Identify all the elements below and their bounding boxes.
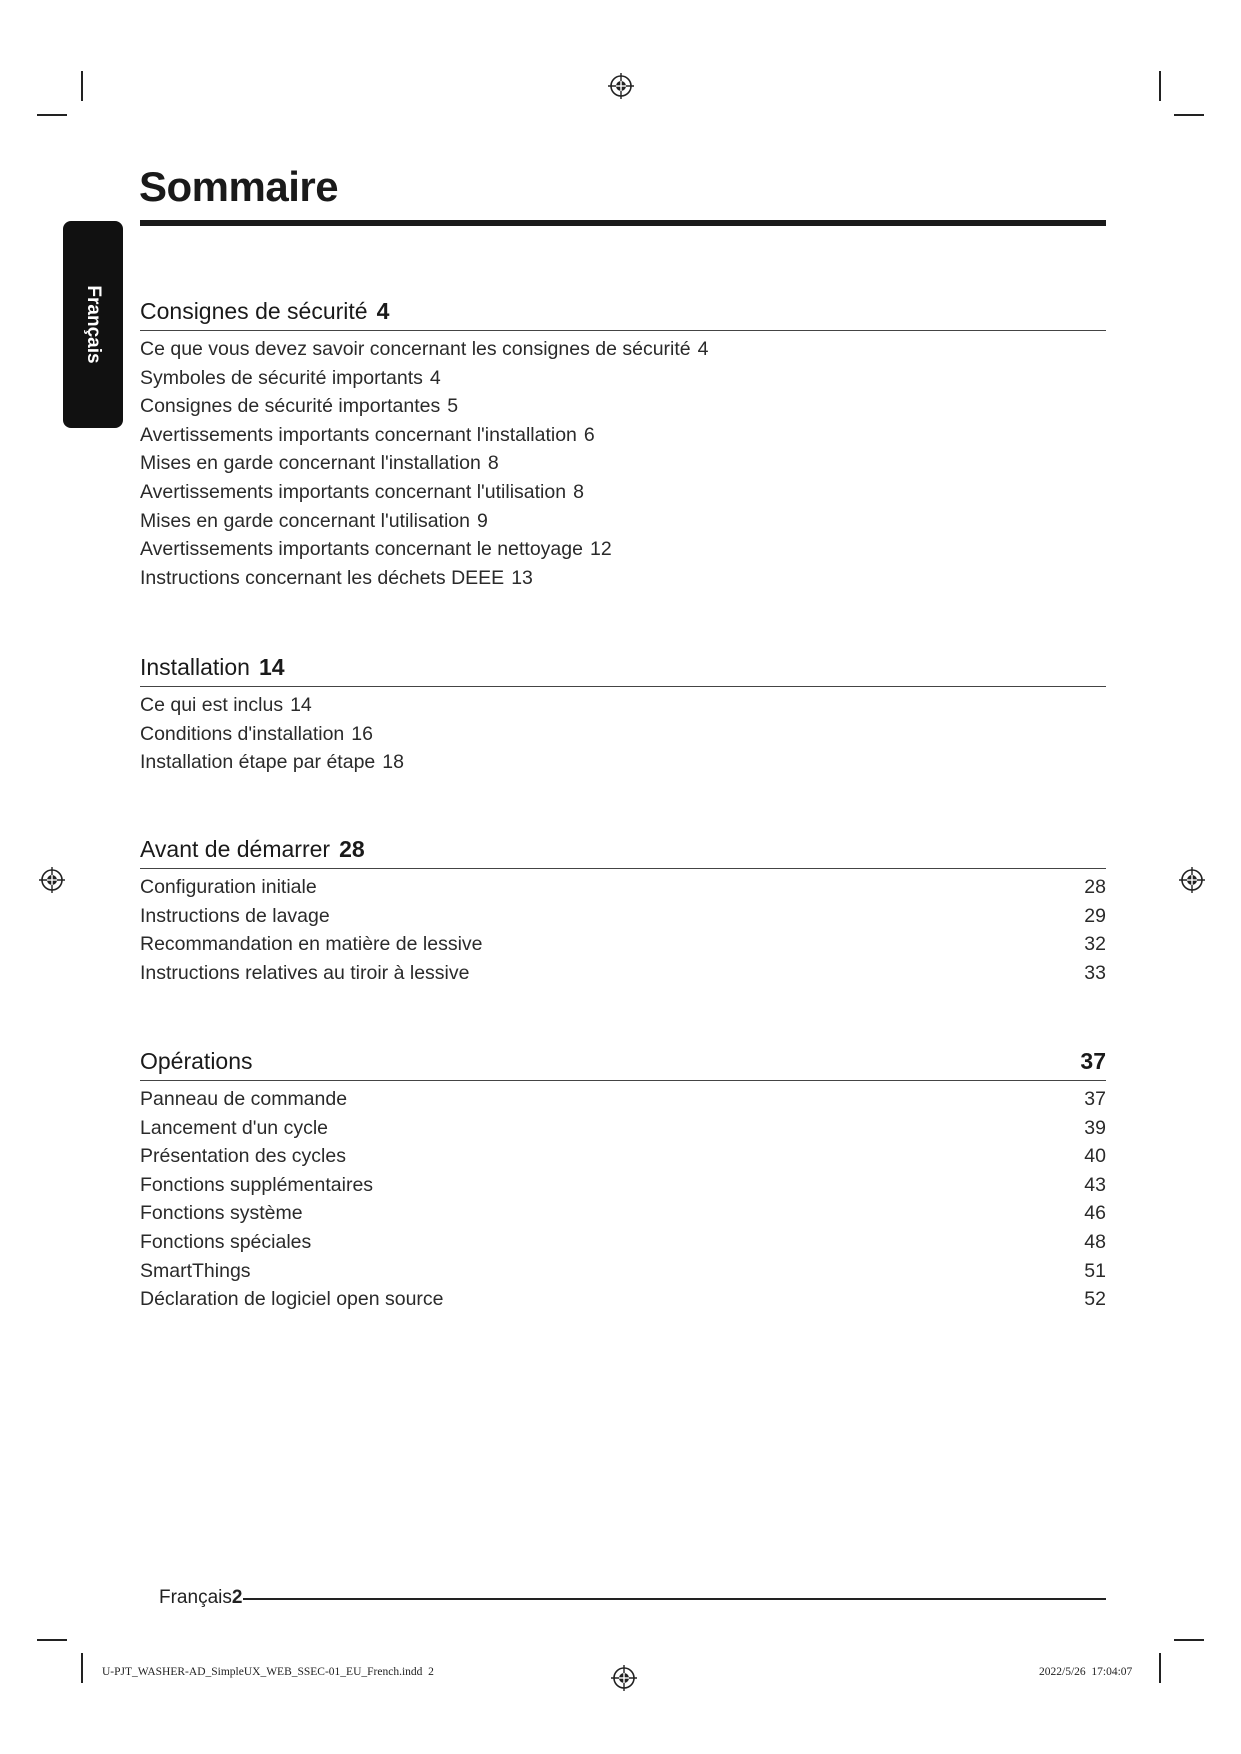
toc-entry-page: 52 bbox=[1084, 1288, 1106, 1311]
print-slug-date bbox=[1039, 1666, 1132, 1678]
page-title: Sommaire bbox=[139, 163, 339, 210]
toc-entry[interactable] bbox=[140, 535, 1106, 564]
toc-section bbox=[140, 831, 1106, 987]
crop-mark-top-right-h bbox=[1174, 114, 1204, 116]
crop-mark-bottom-left-h bbox=[37, 1639, 67, 1641]
toc-entry[interactable] bbox=[140, 959, 1106, 988]
title-rule bbox=[140, 220, 1106, 226]
toc-entry[interactable] bbox=[140, 364, 1106, 393]
toc-entry-page: 4 bbox=[429, 366, 441, 389]
toc-entry-page: 29 bbox=[1084, 904, 1106, 927]
toc-entry[interactable] bbox=[140, 1171, 1106, 1200]
toc-entry[interactable] bbox=[140, 748, 1106, 777]
toc-entry[interactable] bbox=[140, 1228, 1106, 1257]
crop-mark-top-left-h bbox=[37, 114, 67, 116]
toc-entry-page: 5 bbox=[447, 395, 459, 418]
toc-section-heading[interactable] bbox=[140, 649, 1106, 687]
toc-entry[interactable] bbox=[140, 1114, 1106, 1143]
toc-entry[interactable] bbox=[140, 564, 1106, 593]
toc-entry-page: 32 bbox=[1084, 933, 1106, 956]
toc-entry-page: 8 bbox=[487, 452, 499, 475]
toc-entry-label: Lancement d'un cycle bbox=[140, 1116, 329, 1139]
toc-entry-label: Recommandation en matière de lessive bbox=[140, 933, 483, 956]
toc-entry-page: 16 bbox=[351, 722, 373, 745]
toc-entry-page: 9 bbox=[477, 509, 488, 532]
slug-file-page: 2 bbox=[428, 1666, 434, 1678]
toc-section bbox=[140, 1043, 1106, 1314]
toc-entry-label: Instructions de lavage bbox=[140, 904, 330, 927]
toc-entry-label: Présentation des cycles bbox=[140, 1145, 346, 1168]
toc-entry-page: 43 bbox=[1084, 1173, 1106, 1196]
toc-entry-label: Mises en garde concernant l'installation bbox=[140, 452, 481, 475]
crop-mark-bottom-right-h bbox=[1174, 1639, 1204, 1641]
toc-entry[interactable] bbox=[140, 691, 1106, 720]
toc-entry-label: Déclaration de logiciel open source bbox=[140, 1288, 444, 1311]
crop-mark-bottom-right-v bbox=[1159, 1653, 1161, 1683]
crop-mark-bottom-left-v bbox=[81, 1653, 83, 1683]
toc-entry-page: 37 bbox=[1084, 1088, 1106, 1110]
toc-entry[interactable] bbox=[140, 449, 1106, 478]
toc-entry[interactable] bbox=[140, 1142, 1106, 1171]
toc-entry-label: SmartThings bbox=[140, 1259, 251, 1282]
toc-section-heading[interactable] bbox=[140, 831, 1106, 869]
toc-entry-label: Avertissements importants concernant le nettoyage bbox=[140, 538, 583, 561]
toc-entry-page: 40 bbox=[1084, 1145, 1106, 1168]
toc-entry[interactable] bbox=[140, 1257, 1106, 1286]
toc-entry-label: Ce qui est inclus bbox=[140, 694, 284, 716]
toc-entry[interactable] bbox=[140, 873, 1106, 902]
toc-entry-label: Mises en garde concernant l'utilisation bbox=[140, 509, 470, 532]
toc-entry-page: 46 bbox=[1084, 1202, 1106, 1225]
toc-section bbox=[140, 293, 1106, 592]
toc-entry[interactable] bbox=[140, 1199, 1106, 1228]
crop-mark-top-left-v bbox=[81, 71, 83, 101]
toc-entry-page: 12 bbox=[589, 538, 612, 561]
toc-entry[interactable] bbox=[140, 1085, 1106, 1114]
toc-entry-label: Fonctions système bbox=[140, 1202, 303, 1225]
toc-entry-page: 4 bbox=[697, 338, 709, 360]
toc-entry-label: Fonctions supplémentaires bbox=[140, 1173, 374, 1196]
toc-entry-page: 39 bbox=[1084, 1116, 1106, 1139]
toc-entry-label: Instructions relatives au tiroir à lessive bbox=[140, 961, 470, 984]
section-page: 37 bbox=[1080, 1048, 1106, 1074]
registration-mark-right-icon bbox=[1179, 867, 1205, 893]
toc-entry[interactable] bbox=[140, 335, 1106, 364]
toc-entry-label: Fonctions spéciales bbox=[140, 1230, 312, 1253]
toc-section bbox=[140, 649, 1106, 777]
registration-mark-bottom-icon bbox=[611, 1665, 637, 1691]
section-page: 14 bbox=[258, 654, 285, 680]
footer-rule bbox=[243, 1598, 1106, 1600]
toc-entry-page: 8 bbox=[573, 480, 584, 503]
section-page: 4 bbox=[376, 298, 390, 324]
toc-entry-label: Installation étape par étape bbox=[140, 751, 376, 774]
toc-entry[interactable] bbox=[140, 720, 1106, 749]
toc-entry-page: 51 bbox=[1084, 1259, 1106, 1282]
toc-entry[interactable] bbox=[140, 930, 1106, 959]
language-side-tab bbox=[63, 221, 123, 428]
slug-time: 17:04:07 bbox=[1091, 1666, 1133, 1678]
section-title: Installation bbox=[140, 654, 250, 680]
footer-language: Français bbox=[159, 1587, 232, 1608]
toc-entry[interactable] bbox=[140, 392, 1106, 421]
toc-entry-page: 18 bbox=[382, 751, 404, 774]
toc-entry[interactable] bbox=[140, 421, 1106, 450]
toc-entry-label: Instructions concernant les déchets DEEE bbox=[140, 566, 505, 589]
toc-entry-label: Configuration initiale bbox=[140, 876, 317, 898]
toc-entry[interactable] bbox=[140, 478, 1106, 507]
toc-entry-page: 28 bbox=[1084, 876, 1106, 898]
toc-entry-page: 48 bbox=[1084, 1230, 1106, 1253]
toc-entry[interactable] bbox=[140, 902, 1106, 931]
toc-entry[interactable] bbox=[140, 507, 1106, 536]
section-title: Avant de démarrer bbox=[140, 836, 331, 862]
toc-entry-label: Avertissements importants concernant l'installation bbox=[140, 423, 577, 446]
section-title: Opérations bbox=[140, 1048, 253, 1074]
toc-entry-page: 33 bbox=[1084, 961, 1106, 984]
section-title: Consignes de sécurité bbox=[140, 298, 368, 324]
toc-entry-label: Conditions d'installation bbox=[140, 722, 345, 745]
page-footer bbox=[159, 1583, 242, 1613]
print-slug-file bbox=[102, 1666, 434, 1678]
slug-filename: U-PJT_WASHER-AD_SimpleUX_WEB_SSEC-01_EU_French.indd bbox=[102, 1666, 423, 1678]
registration-mark-left-icon bbox=[39, 867, 65, 893]
slug-date: 2022/5/26 bbox=[1039, 1666, 1086, 1678]
registration-mark-top-icon bbox=[608, 73, 634, 99]
toc-section-heading[interactable] bbox=[140, 1043, 1106, 1081]
toc-entry-page: 13 bbox=[511, 566, 533, 589]
toc-entry-page: 14 bbox=[290, 694, 312, 716]
language-side-tab-label: Français bbox=[83, 285, 104, 364]
toc-section-heading[interactable] bbox=[140, 293, 1106, 331]
toc-entry-label: Symboles de sécurité importants bbox=[140, 366, 423, 389]
footer-page-number: 2 bbox=[231, 1587, 243, 1608]
toc-entry[interactable] bbox=[140, 1285, 1106, 1314]
toc-entry-label: Avertissements importants concernant l'utilisation bbox=[140, 480, 567, 503]
section-page: 28 bbox=[339, 836, 365, 862]
toc-entry-label: Consignes de sécurité importantes bbox=[140, 395, 441, 418]
toc-entry-label: Panneau de commande bbox=[140, 1088, 348, 1110]
toc-entry-page: 6 bbox=[583, 423, 595, 446]
toc-entry-label: Ce que vous devez savoir concernant les consignes de sécurité bbox=[140, 338, 691, 360]
crop-mark-top-right-v bbox=[1159, 71, 1161, 101]
